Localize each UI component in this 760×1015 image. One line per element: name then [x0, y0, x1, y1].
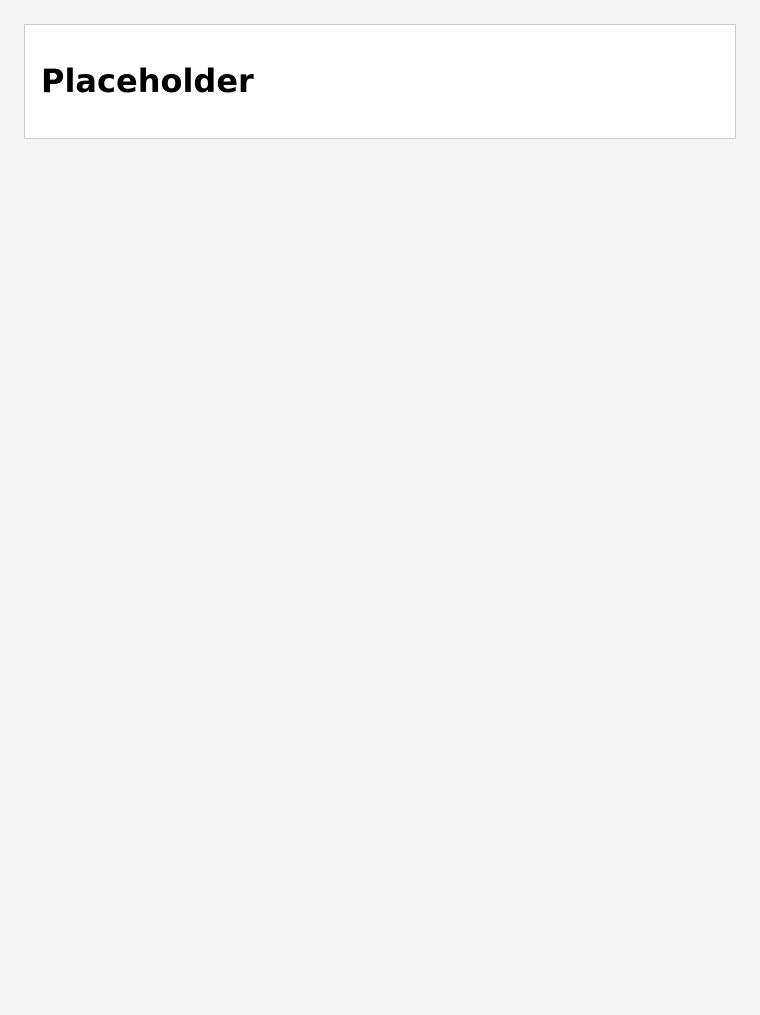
- card: [24, 24, 736, 139]
- page: [0, 0, 760, 163]
- title: Placeholder: [41, 62, 254, 101]
